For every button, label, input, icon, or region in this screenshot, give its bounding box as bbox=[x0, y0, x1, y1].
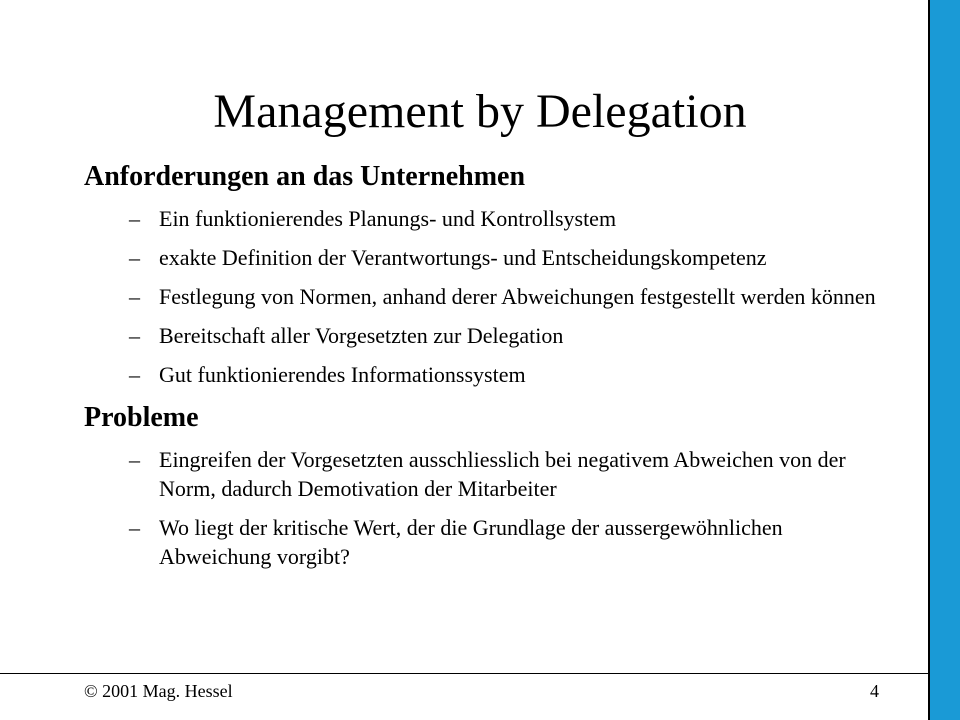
bullet-list-probleme bbox=[84, 445, 884, 571]
section-heading-anforderungen: Anforderungen an das Unternehmen bbox=[84, 161, 526, 192]
list-item bbox=[84, 513, 884, 571]
footer-divider bbox=[0, 673, 928, 674]
slide-content bbox=[84, 160, 884, 571]
bullet-text: Bereitschaft aller Vorgesetzten zur Delegation bbox=[159, 323, 564, 348]
dash-bullet: – bbox=[129, 284, 140, 309]
dash-bullet: – bbox=[129, 362, 140, 387]
dash-bullet: – bbox=[129, 447, 140, 472]
list-item bbox=[84, 243, 884, 272]
slide-title: Management by Delegation bbox=[213, 85, 747, 138]
bullet-text: exakte Definition der Verantwortungs- und Entscheidungskompetenz bbox=[159, 245, 767, 270]
dash-bullet: – bbox=[129, 515, 140, 540]
footer-copyright: © 2001 Mag. Hessel bbox=[84, 681, 233, 701]
dash-bullet: – bbox=[129, 323, 140, 348]
bullet-text: Festlegung von Normen, anhand derer Abweichungen festgestellt werden können bbox=[159, 284, 876, 309]
dash-bullet: – bbox=[129, 206, 140, 231]
bullet-list-anforderungen bbox=[84, 204, 884, 389]
list-item bbox=[84, 445, 884, 503]
bullet-text: Gut funktionierendes Informationssystem bbox=[159, 362, 526, 387]
page-number: 4 bbox=[870, 681, 879, 701]
bullet-text: Ein funktionierendes Planungs- und Kontrollsystem bbox=[159, 206, 617, 231]
dash-bullet: – bbox=[129, 245, 140, 270]
section-heading-probleme: Probleme bbox=[84, 402, 199, 433]
bullet-text: Wo liegt der kritische Wert, der die Grundlage der aussergewöhnlichen Abweichung vorgibt? bbox=[159, 515, 783, 569]
list-item bbox=[84, 360, 884, 389]
list-item bbox=[84, 204, 884, 233]
list-item bbox=[84, 321, 884, 350]
list-item bbox=[84, 282, 884, 311]
bullet-text: Eingreifen der Vorgesetzten ausschliesslich bei negativem Abweichen von der Norm, dadurch Demotivation der Mitarbeiter bbox=[159, 447, 846, 501]
